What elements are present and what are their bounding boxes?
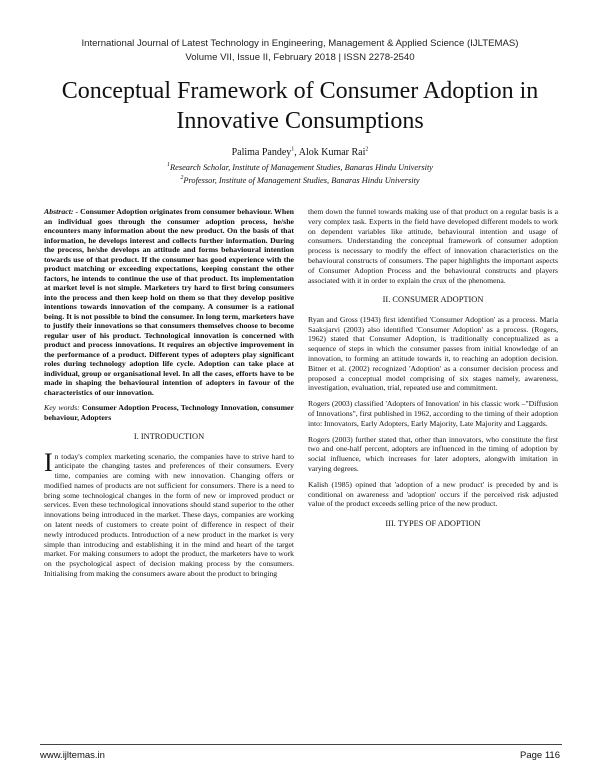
abstract-label: Abstract: - [44,207,79,216]
drop-cap: I [44,447,53,477]
author-superscript: 2 [365,146,369,153]
author-name: , Alok Kumar Rai [294,147,366,158]
section-heading: II. CONSUMER ADOPTION [382,295,484,305]
body-paragraph: Ryan and Gross (1943) first identified 'Consumer Adoption' as a process. Maria Saaksjarvi (2003) also identified 'Consumer Adoption' as a process. (Rogers, 1962) stated that Consumer Adoption, is traditionally conceptualized as a sequence of steps in which the consumer passes from initial knowledge of an innovation, to forming an attitude towards it, to reaching an adoption decision. Bitner et al. (2002) recognized 'Adoption' as a consumer decision process and proposed a conceptual model comprising of six stages namely, awareness, investigation, evaluation, trial, repeated use and commitment. [308,314,558,393]
journal-volume: Volume VII, Issue II, February 2018 | ISSN 2278-2540 [185,52,415,63]
section-heading: III. TYPES OF ADOPTION [385,519,481,529]
body-paragraph: Rogers (2003) classified 'Adopters of Innovation' in his classic work –"Diffusion of Innovations", first published in 1962, according to the timing of their adoption into: Innovators, Early Adopters, Early Majority, Late Majority and Laggards. [308,399,558,428]
author-superscript: 1 [291,146,295,153]
footer-website: www.ijltemas.in [40,750,105,761]
keywords [44,403,294,422]
paper-title [40,76,560,136]
body-paragraph [44,447,294,579]
keywords-text: Consumer Adoption Process, Technology Innovation, consumer behaviour, Adopters [44,403,294,422]
abstract [44,207,294,397]
left-column [44,207,294,585]
footer-divider [40,744,562,745]
abstract-text: Consumer Adoption originates from consumer behaviour. When an individual goes through the consumer adoption process, he/she encounters many information about the new product. On the basis of that information, he develops interest and collects further information. During the process, he/she develops an attitude and forms behavioural intention towards use of that product. If the consumer has good experience with the product matching or exceeding expectations, keeping constant the other factors, he intends to continue the use of that product. Its implementation at market level is not simple. Marketers try hard to first bring consumers into the process and then keep hold on them so that they develop positive intentions towards innovation of the company. A consumer is a rational being. It is not possible to bind the consumer. In long term, marketers have to justify their innovations so that consumers themselves choose to become regular user of his product. Technological innovation is concerned with product and process innovations. It requires an objective improvement in the performance of a product. Different types of adopters play significant roles during technology adoption life cycle. Adoption can take place at individual, group or organisational level. In all the cases, efforts have to be made in shaping the behavioural intention of adopters in favour of the characteristics of our innovation. [44,207,294,397]
affiliation-superscript: 2 [180,175,184,182]
keywords-label: Key words: [44,403,80,412]
affiliation [0,175,600,187]
right-column [308,207,558,539]
author-list [0,146,600,159]
paper-title-line2: Innovative Consumptions [176,108,424,134]
body-paragraph: Kalish (1985) opined that 'adoption of a new product' is preceded by and is conditional on awareness and 'adoption' occurs if the perceived risk adjusted value of the product exceeds selling price of the new product. [308,479,558,509]
paper-title-line1: Conceptual Framework of Consumer Adoption in [61,78,539,104]
affiliation-text: Research Scholar, Institute of Management Studies, Banaras Hindu University [170,163,433,172]
author-name: Palima Pandey [231,147,292,158]
footer-page-number: Page 116 [520,750,560,761]
journal-name: International Journal of Latest Technology in Engineering, Management & Applied Science (IJLTEMAS) [81,38,519,49]
paragraph-text: n today's complex marketing scenario, the companies have to strive hard to anticipate the changing tastes and preferences of their consumers. Every time, companies are coming with new innovation. Changing offers or modified names of products are not sufficient for consumers. There is a need to bring some technological changes in the form of new or improved product or services. Even these technological innovations should stand superior to the other innovations being introduced in the market. These days, companies are working on latent needs of customers to create point of difference in respect of their newly introduced products. Introduction of a new product in the market is very simple than introducing and establishing it in the mind and heart of the target market. For making consumers to adopt the product, the marketers have to work on the psychological aspect of decision making process by the consumers. Initialising from making the consumers aware about the product to bringing [44,451,294,579]
affiliation-superscript: 1 [167,162,170,169]
journal-header [0,37,600,65]
section-heading: I. INTRODUCTION [133,432,205,441]
body-paragraph: Rogers (2003) further stated that, other than innovators, who constitute the first two and one-half percent, adopters are influenced in the timing of adoption by social influence, which increases for later adopters, alongwith imitation in varying degrees. [308,434,558,474]
affiliation [0,162,600,174]
affiliation-text: Professor, Institute of Management Studies, Banaras Hindu University [183,176,420,185]
body-paragraph: them down the funnel towards making use of that product on a regular basis is a very complex task. Experts in the field have developed different models to work on dependent variables like attitude, behavioural intention and usage of consumers. Understanding the conceptual framework of consumer adoption process is necessary to modify the effect of innovation characteristics on the behavioural constructs of consumers. The paper highlights the important aspects of Consumer Adoption Process and the behavioural constructs and players associated with it in order to explain the crux of the phenomena. [308,207,558,285]
